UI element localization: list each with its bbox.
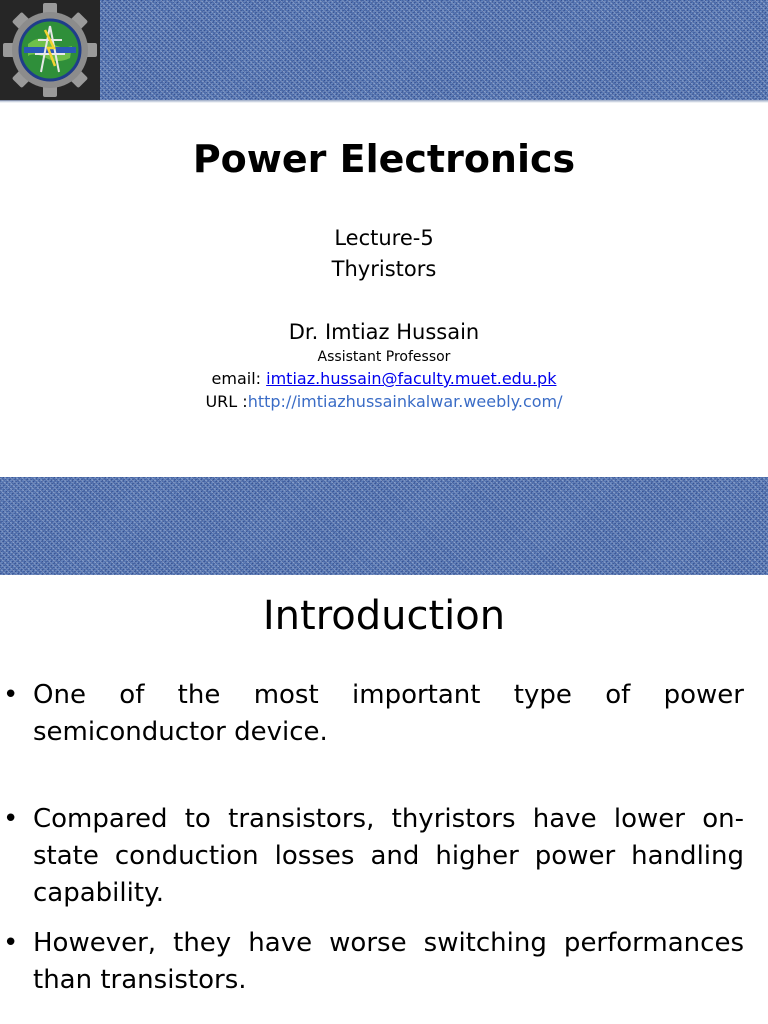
bullet-text: Compared to transistors, thyristors have lower on-state conduction losses and higher power handling capability. <box>33 804 744 908</box>
bullet-dot: • <box>3 680 19 710</box>
gear-emblem-icon <box>0 0 100 101</box>
lecture-topic: Thyristors <box>331 257 437 281</box>
bullet-text: However, they have worse switching performances than transistors. <box>33 928 744 995</box>
bullet-item <box>3 801 744 912</box>
url-label: URL : <box>205 392 248 411</box>
section-divider-banner <box>0 477 768 575</box>
university-logo <box>0 0 100 101</box>
url-row <box>0 391 768 413</box>
bullet-text: One of the most important type of power semiconductor device. <box>33 680 744 747</box>
author-position: Assistant Professor <box>317 349 451 365</box>
presentation-title: Power Electronics <box>192 137 576 181</box>
email-row <box>0 368 768 390</box>
bullet-item <box>3 925 744 999</box>
url-link[interactable]: http://imtiazhussainkalwar.weebly.com/ <box>247 392 563 411</box>
author-name: Dr. Imtiaz Hussain <box>288 320 480 344</box>
bullet-dot: • <box>3 804 19 834</box>
lecture-number: Lecture-5 <box>334 226 434 250</box>
section-title: Introduction <box>262 593 506 639</box>
bullet-item <box>3 677 744 751</box>
email-label: email: <box>211 369 267 388</box>
email-link[interactable]: imtiaz.hussain@faculty.muet.edu.pk <box>266 369 557 388</box>
bullet-dot: • <box>3 928 19 958</box>
top-banner <box>0 0 768 100</box>
